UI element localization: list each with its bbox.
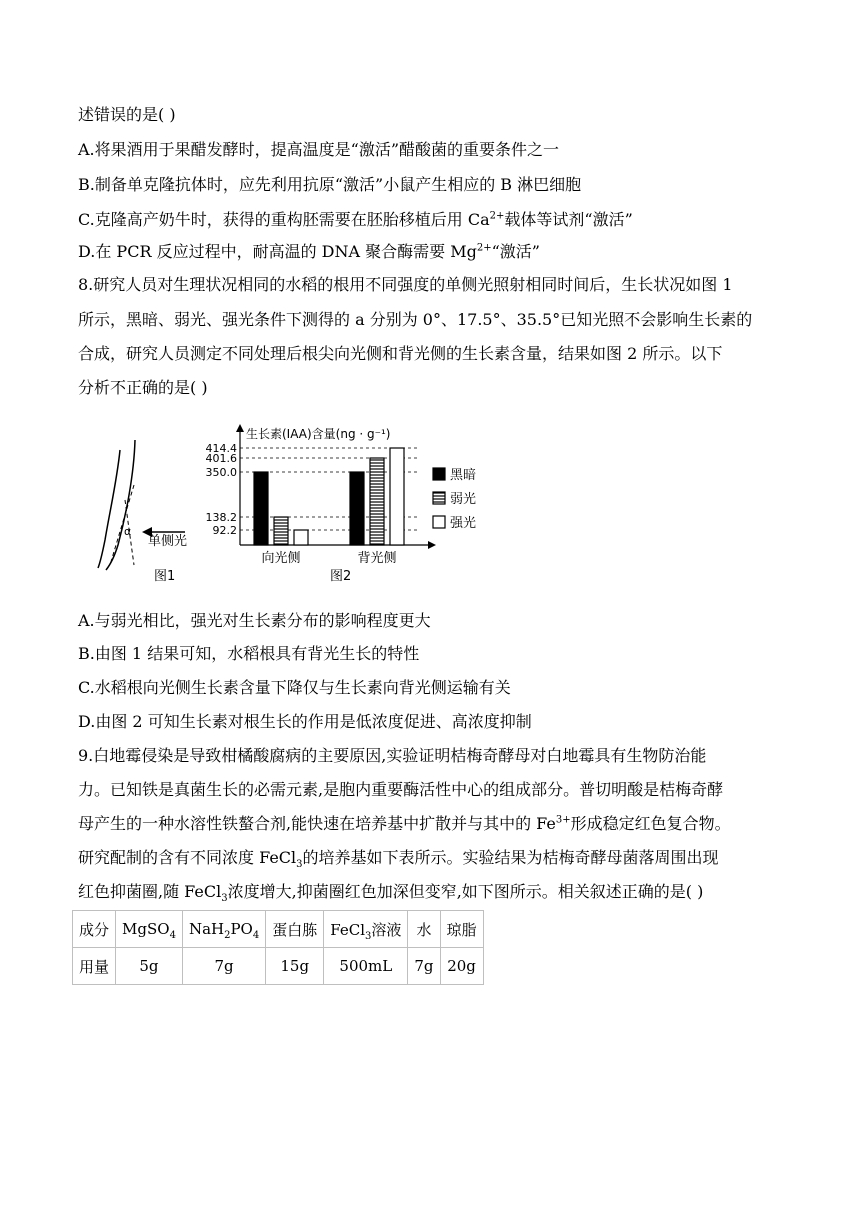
table-cell: 20g [440, 948, 483, 985]
y-tick-label: 350.0 [205, 466, 237, 479]
q7-option-a: A.将果酒用于果醋发酵时，提高温度是“激活”醋酸菌的重要条件之一 [78, 140, 560, 159]
figure2-bar-chart [206, 424, 477, 584]
x-category-label: 背光侧 [357, 551, 397, 566]
table-cell: 7g [408, 948, 440, 985]
y-tick-label: 401.6 [205, 452, 237, 465]
q8-option-c: C.水稻根向光侧生长素含量下降仅与生长素向背光侧运输有关 [78, 678, 511, 697]
table-cell: 5g [116, 948, 183, 985]
table-cell: 蛋白胨 [266, 911, 324, 948]
q9-stem-line1: 9.白地霉侵染是导致柑橘酸腐病的主要原因,实验证明桔梅奇酵母对白地霉具有生物防治能 [78, 746, 707, 765]
q9-stem-line4: 研究配制的含有不同浓度 FeCl$_3$的培养基如下表所示。实验结果为桔梅奇酵母菌落周围出现 [78, 848, 719, 871]
legend-swatch [433, 468, 445, 480]
y-tick-label: 414.4 [205, 442, 237, 455]
table-cell: 500mL [324, 948, 408, 985]
q7-option-b: B.制备单克隆抗体时，应先利用抗原“激活”小鼠产生相应的 B 淋巴细胞 [78, 175, 582, 194]
y-tick-label: 92.2 [212, 524, 237, 537]
table-header-row [73, 911, 484, 948]
q9-stem-line5: 红色抑菌圈,随 FeCl$_3$浓度增大,抑菌圈红色加深但变窄,如下图所示。相关叙述正确的是( ) [78, 882, 704, 905]
table-cell: 7g [182, 948, 265, 985]
legend-swatch [433, 516, 445, 528]
bar [350, 472, 364, 545]
legend-label: 强光 [450, 516, 477, 531]
q8-option-d: D.由图 2 可知生长素对根生长的作用是低浓度促进、高浓度抑制 [78, 712, 532, 731]
q8-stem-line1: 8.研究人员对生理状况相同的水稻的根用不同强度的单侧光照射相同时间后，生长状况如图 1 [78, 275, 733, 294]
q8-figure [90, 420, 490, 590]
table-cell: 琼脂 [440, 911, 483, 948]
legend-swatch [433, 492, 445, 504]
bar [294, 530, 308, 545]
q9-stem-line2: 力。已知铁是真菌生长的必需元素,是胞内重要酶活性中心的组成部分。普切明酸是桔梅奇酵 [78, 780, 724, 799]
q8-option-b: B.由图 1 结果可知，水稻根具有背光生长的特性 [78, 644, 420, 663]
light-arrow-label: 单侧光 [148, 534, 188, 549]
x-axis-arrow [428, 541, 436, 549]
bar [274, 517, 288, 545]
alpha-label: α [124, 525, 132, 538]
q7-option-d: D.在 PCR 反应过程中，耐高温的 DNA 聚合酶需要 $Mg^{2+}“$激活” [78, 242, 540, 261]
y-tick-label: 138.2 [205, 511, 237, 524]
table-row [73, 948, 484, 985]
figure1-caption: 图1 [154, 569, 176, 584]
table-cell: $NaH_2PO_4$ [182, 911, 265, 948]
bar [254, 472, 268, 545]
bar [370, 458, 384, 545]
table-cell: 水 [408, 911, 440, 948]
table-cell: 15g [266, 948, 324, 985]
q8-option-a: A.与弱光相比，强光对生长素分布的影响程度更大 [78, 611, 431, 630]
table-cell: MgSO$_4$ [116, 911, 183, 948]
q8-stem-line4: 分析不正确的是( ) [78, 378, 208, 397]
y-axis-arrow [236, 424, 244, 432]
table-cell: 用量 [73, 948, 116, 985]
legend-label: 弱光 [450, 492, 477, 507]
table-cell: 成分 [73, 911, 116, 948]
figure2-caption: 图2 [330, 569, 352, 584]
q7-option-c: C.克隆高产奶牛时，获得的重构胚需要在胚胎移植后用 $Ca^{2+}$载体等试剂“激活” [78, 210, 633, 229]
y-axis-label: 生长素(IAA)含量(ng · g⁻¹) [246, 427, 391, 441]
q8-stem-line2: 所示，黑暗、弱光、强光条件下测得的 a 分别为 0°、17.5°、35.5°已知光照不会影响生长素的 [78, 310, 753, 329]
q7-stem-tail: 述错误的是( ) [78, 105, 176, 124]
legend-label: 黑暗 [450, 468, 477, 483]
table-cell: FeCl$_3$溶液 [324, 911, 408, 948]
bar [390, 448, 404, 545]
medium-composition-table [72, 910, 484, 985]
x-category-label: 向光侧 [261, 551, 301, 566]
figure1-root-diagram [98, 440, 187, 584]
q9-stem-line3: 母产生的一种水溶性铁螯合剂,能快速在培养基中扩散并与其中的 $Fe^{3+}$形成稳定红色复合物。 [78, 814, 731, 833]
q8-stem-line3: 合成，研究人员测定不同处理后根尖向光侧和背光侧的生长素含量，结果如图 2 所示。以下 [78, 344, 723, 363]
